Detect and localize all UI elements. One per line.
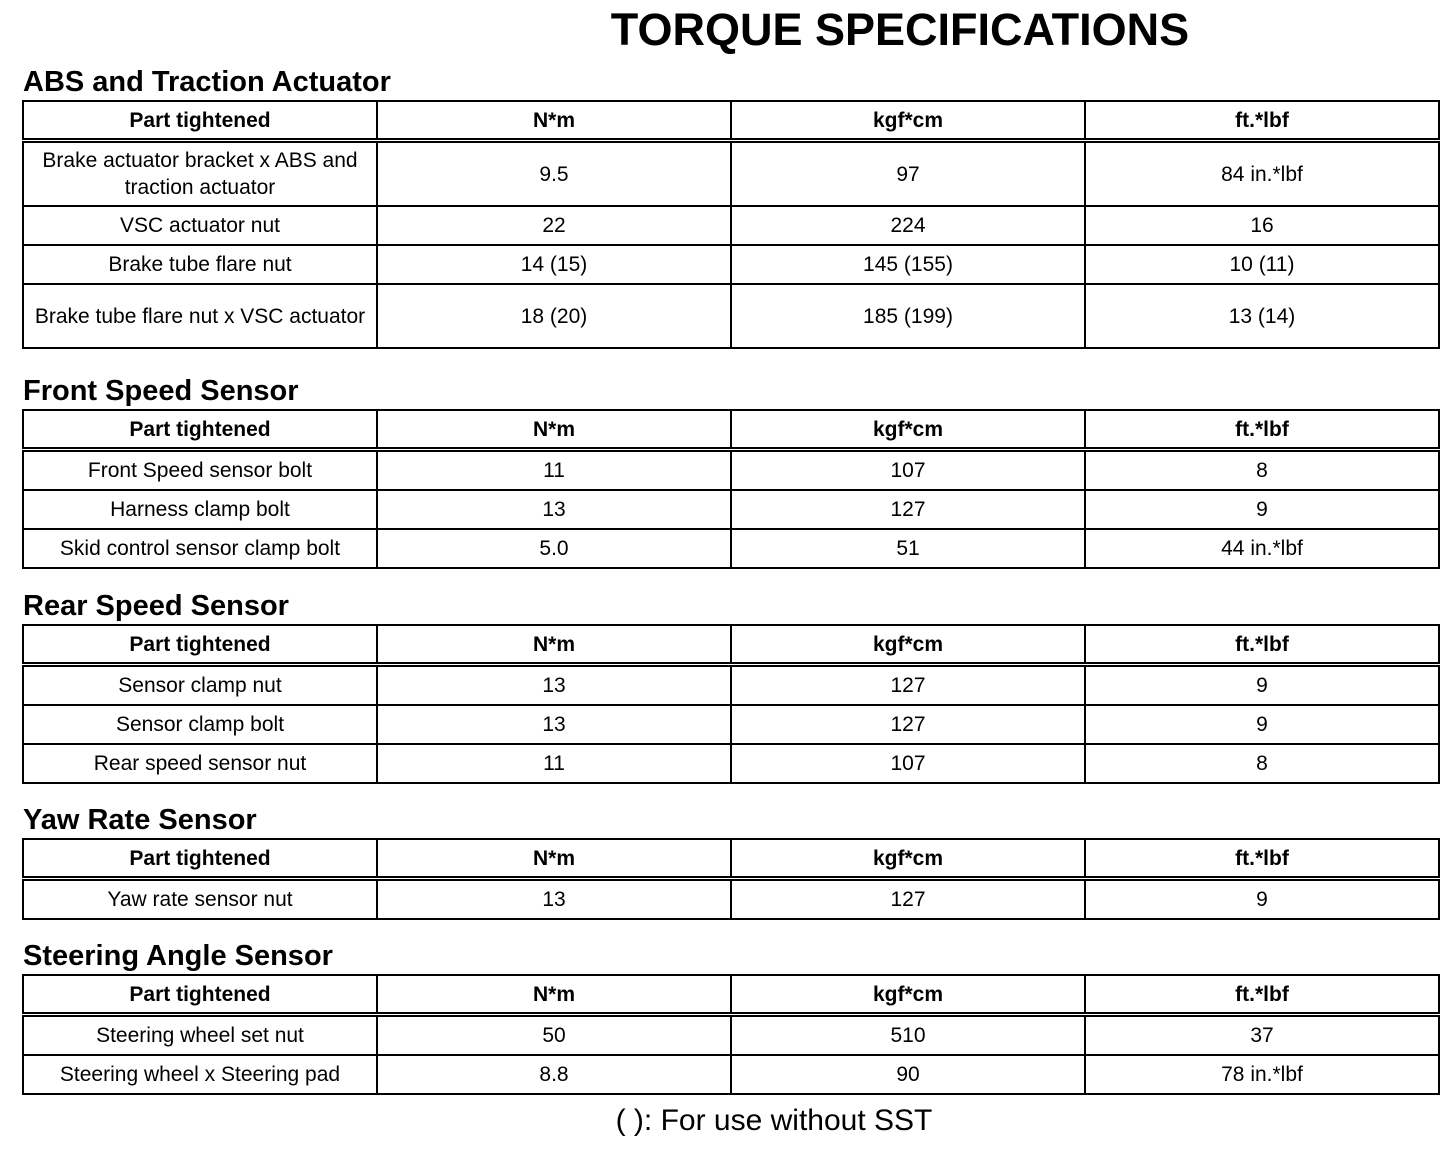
cell-ftlbf: 13 (14) bbox=[1085, 284, 1439, 348]
section-title: Rear Speed Sensor bbox=[23, 590, 289, 622]
cell-kgfcm: 127 bbox=[731, 879, 1085, 920]
cell-kgfcm: 97 bbox=[731, 141, 1085, 207]
section-title: Steering Angle Sensor bbox=[23, 940, 333, 972]
cell-part: Steering wheel x Steering pad bbox=[23, 1055, 377, 1094]
table-header-row bbox=[23, 410, 1439, 450]
table-row bbox=[23, 284, 1439, 348]
cell-ftlbf: 9 bbox=[1085, 490, 1439, 529]
cell-kgfcm: 107 bbox=[731, 450, 1085, 491]
header-kgfcm: kgf*cm bbox=[731, 839, 1085, 879]
cell-ftlbf: 9 bbox=[1085, 665, 1439, 706]
cell-nm: 50 bbox=[377, 1015, 731, 1056]
cell-nm: 9.5 bbox=[377, 141, 731, 207]
cell-part: Brake actuator bracket x ABS and traction actuator bbox=[23, 141, 377, 207]
cell-kgfcm: 90 bbox=[731, 1055, 1085, 1094]
header-kgfcm: kgf*cm bbox=[731, 101, 1085, 141]
cell-kgfcm: 224 bbox=[731, 206, 1085, 245]
header-ftlbf: ft.*lbf bbox=[1085, 839, 1439, 879]
cell-nm: 11 bbox=[377, 450, 731, 491]
header-part: Part tightened bbox=[23, 410, 377, 450]
header-nm: N*m bbox=[377, 839, 731, 879]
cell-part: Skid control sensor clamp bolt bbox=[23, 529, 377, 568]
section-title: Yaw Rate Sensor bbox=[23, 804, 257, 836]
cell-nm: 22 bbox=[377, 206, 731, 245]
header-ftlbf: ft.*lbf bbox=[1085, 975, 1439, 1015]
cell-part: Brake tube flare nut x VSC actuator bbox=[23, 284, 377, 348]
header-nm: N*m bbox=[377, 975, 731, 1015]
header-kgfcm: kgf*cm bbox=[731, 410, 1085, 450]
cell-part: Brake tube flare nut bbox=[23, 245, 377, 284]
cell-kgfcm: 185 (199) bbox=[731, 284, 1085, 348]
section-abs-traction-actuator bbox=[22, 64, 1440, 349]
cell-kgfcm: 107 bbox=[731, 744, 1085, 783]
table-row bbox=[23, 879, 1439, 920]
footnote: ( ): For use without SST bbox=[615, 1104, 933, 1137]
cell-ftlbf: 84 in.*lbf bbox=[1085, 141, 1439, 207]
cell-nm: 13 bbox=[377, 490, 731, 529]
cell-ftlbf: 37 bbox=[1085, 1015, 1439, 1056]
section-yaw-rate-sensor bbox=[22, 802, 1440, 920]
header-part: Part tightened bbox=[23, 101, 377, 141]
table-row bbox=[23, 705, 1439, 744]
table-row bbox=[23, 1055, 1439, 1094]
cell-nm: 13 bbox=[377, 705, 731, 744]
cell-ftlbf: 8 bbox=[1085, 450, 1439, 491]
cell-kgfcm: 145 (155) bbox=[731, 245, 1085, 284]
table-row bbox=[23, 529, 1439, 568]
cell-ftlbf: 9 bbox=[1085, 705, 1439, 744]
cell-ftlbf: 44 in.*lbf bbox=[1085, 529, 1439, 568]
cell-nm: 8.8 bbox=[377, 1055, 731, 1094]
section-title: Front Speed Sensor bbox=[23, 375, 299, 407]
section-front-speed-sensor bbox=[22, 373, 1440, 569]
table-header-row bbox=[23, 101, 1439, 141]
cell-part: VSC actuator nut bbox=[23, 206, 377, 245]
cell-ftlbf: 8 bbox=[1085, 744, 1439, 783]
header-kgfcm: kgf*cm bbox=[731, 975, 1085, 1015]
header-ftlbf: ft.*lbf bbox=[1085, 625, 1439, 665]
torque-table bbox=[22, 624, 1440, 784]
header-part: Part tightened bbox=[23, 975, 377, 1015]
cell-kgfcm: 127 bbox=[731, 705, 1085, 744]
table-row bbox=[23, 206, 1439, 245]
cell-kgfcm: 51 bbox=[731, 529, 1085, 568]
cell-part: Sensor clamp bolt bbox=[23, 705, 377, 744]
section-rear-speed-sensor bbox=[22, 588, 1440, 784]
torque-table bbox=[22, 974, 1440, 1095]
header-ftlbf: ft.*lbf bbox=[1085, 101, 1439, 141]
header-kgfcm: kgf*cm bbox=[731, 625, 1085, 665]
torque-table bbox=[22, 838, 1440, 920]
cell-nm: 13 bbox=[377, 665, 731, 706]
table-header-row bbox=[23, 975, 1439, 1015]
cell-part: Front Speed sensor bolt bbox=[23, 450, 377, 491]
cell-part: Rear speed sensor nut bbox=[23, 744, 377, 783]
cell-kgfcm: 510 bbox=[731, 1015, 1085, 1056]
table-row bbox=[23, 665, 1439, 706]
header-nm: N*m bbox=[377, 410, 731, 450]
page-title: TORQUE SPECIFICATIONS bbox=[610, 4, 1190, 55]
section-steering-angle-sensor bbox=[22, 938, 1440, 1095]
cell-kgfcm: 127 bbox=[731, 490, 1085, 529]
table-row bbox=[23, 1015, 1439, 1056]
cell-ftlbf: 10 (11) bbox=[1085, 245, 1439, 284]
cell-part: Sensor clamp nut bbox=[23, 665, 377, 706]
table-row bbox=[23, 490, 1439, 529]
table-row bbox=[23, 141, 1439, 207]
cell-nm: 11 bbox=[377, 744, 731, 783]
section-title: ABS and Traction Actuator bbox=[23, 66, 391, 98]
header-nm: N*m bbox=[377, 625, 731, 665]
cell-nm: 5.0 bbox=[377, 529, 731, 568]
table-row bbox=[23, 744, 1439, 783]
torque-table bbox=[22, 409, 1440, 569]
header-nm: N*m bbox=[377, 101, 731, 141]
cell-ftlbf: 9 bbox=[1085, 879, 1439, 920]
cell-part: Yaw rate sensor nut bbox=[23, 879, 377, 920]
header-part: Part tightened bbox=[23, 625, 377, 665]
cell-part: Steering wheel set nut bbox=[23, 1015, 377, 1056]
cell-ftlbf: 78 in.*lbf bbox=[1085, 1055, 1439, 1094]
header-part: Part tightened bbox=[23, 839, 377, 879]
table-header-row bbox=[23, 625, 1439, 665]
cell-part: Harness clamp bolt bbox=[23, 490, 377, 529]
table-row bbox=[23, 245, 1439, 284]
cell-nm: 13 bbox=[377, 879, 731, 920]
cell-nm: 14 (15) bbox=[377, 245, 731, 284]
cell-kgfcm: 127 bbox=[731, 665, 1085, 706]
torque-table bbox=[22, 100, 1440, 349]
cell-nm: 18 (20) bbox=[377, 284, 731, 348]
table-header-row bbox=[23, 839, 1439, 879]
cell-ftlbf: 16 bbox=[1085, 206, 1439, 245]
header-ftlbf: ft.*lbf bbox=[1085, 410, 1439, 450]
table-row bbox=[23, 450, 1439, 491]
